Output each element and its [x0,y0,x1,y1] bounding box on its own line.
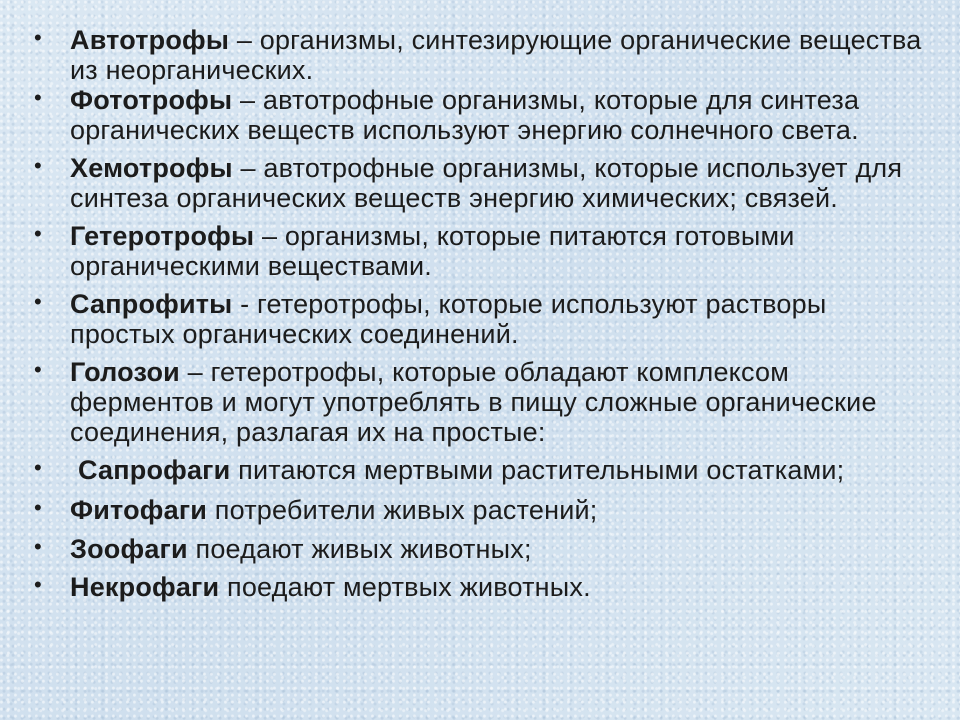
list-item-saprophages [30,455,930,485]
list-item-necrophages [30,572,930,602]
bullet-icon: • [34,153,42,178]
term-label: Хемотрофы [70,153,233,183]
definition-text: – автотрофные организмы, которые использует для синтеза органических веществ энергию химических; связей. [70,153,903,213]
list-item-zoophages [30,534,930,564]
definition-text: поедают живых животных; [187,534,532,564]
term-label: Автотрофы [70,25,230,55]
term-label: Гетеротрофы [70,221,255,251]
term-label: Голозои [70,357,180,387]
bullet-icon: • [34,455,42,480]
definition-text: – автотрофные организмы, которые для синтеза органических веществ используют энергию солнечного света. [70,85,860,145]
list-item-phototrophs [30,85,930,145]
bullet-icon: • [34,289,42,314]
list-item-heterotrophs [30,221,930,281]
list-item-chemotrophs [30,153,930,213]
term-label: Фитофаги [70,495,208,525]
list-item-saprophytes [30,289,930,349]
definition-text: – организмы, которые питаются готовыми органическими веществами. [70,221,795,281]
bullet-icon: • [34,25,42,50]
term-label: Фототрофы [70,85,233,115]
list-item-holozoa [30,357,930,447]
bullet-icon: • [34,357,42,382]
bullet-icon: • [34,572,42,597]
definition-text: поедают мертвых животных. [219,572,591,602]
list-item-phytophages [30,495,930,525]
definition-text: – гетеротрофы, которые обладают комплексом ферментов и могут употреблять в пищу сложные органические соединения, разлагая их на простые: [70,357,877,447]
bullet-icon: • [34,221,42,246]
definition-text: потребители живых растений; [207,495,598,525]
term-label: Некрофаги [70,572,220,602]
bullet-icon: • [34,85,42,110]
definition-text: – организмы, синтезирующие органические вещества из неорганических. [70,25,922,85]
term-label: Сапрофаги [78,455,231,485]
definition-text: питаются мертвыми растительными остатками; [230,455,845,485]
bullet-icon: • [34,495,42,520]
list-item-autotrophs [30,25,930,85]
term-label: Зоофаги [70,534,188,564]
term-label: Сапрофиты [70,289,233,319]
definition-text: - гетеротрофы, которые используют растворы простых органических соединений. [70,289,827,349]
bullet-icon: • [34,534,42,559]
definition-list [30,25,930,610]
